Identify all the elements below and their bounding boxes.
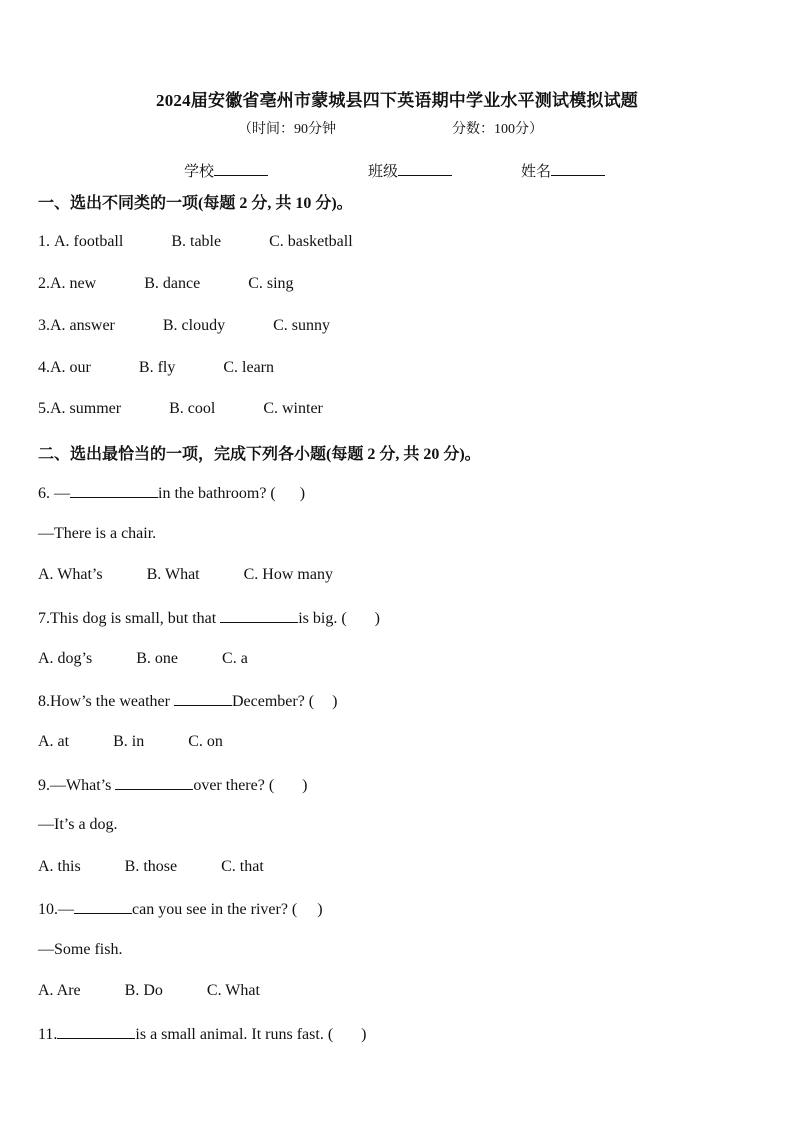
option-a: A. at [38, 733, 70, 750]
question-10-options [38, 982, 260, 1000]
option-c: C. a [222, 650, 248, 667]
question-text-pre: 10.— [38, 901, 74, 918]
question-4 [38, 359, 274, 377]
option-a: A. our [50, 359, 91, 376]
question-8 [38, 691, 337, 711]
option-a: A. Are [38, 982, 81, 999]
question-text-post: over there? ( [193, 777, 275, 794]
question-number: 5. [38, 400, 50, 417]
name-label: 姓名 [521, 164, 552, 180]
question-text-post: is big. ( [298, 610, 347, 627]
question-paren-close: ) [317, 901, 323, 918]
question-10 [38, 899, 323, 919]
option-c: C. winter [263, 400, 323, 417]
question-8-options [38, 733, 223, 751]
question-7 [38, 608, 380, 628]
option-b: B. fly [138, 359, 176, 376]
question-9 [38, 775, 308, 795]
section1-heading: 一、选出不同类的一项(每题 2 分, 共 10 分)。 [38, 195, 353, 212]
question-number: 2. [38, 275, 50, 292]
question-text-post: in the bathroom? ( [158, 485, 276, 502]
option-a: A. football [54, 233, 124, 250]
option-c: C. on [188, 733, 223, 750]
class-label: 班级 [368, 164, 399, 180]
question-paren-close: ) [361, 1026, 367, 1043]
question-1 [38, 233, 353, 251]
class-field [368, 160, 452, 181]
option-c: C. sunny [273, 317, 330, 334]
question-paren-close: ) [374, 610, 380, 627]
question-number: 4. [38, 359, 50, 376]
question-text-pre: 8.How’s the weather [38, 693, 170, 710]
exam-score: 分数：100分） [452, 122, 543, 137]
option-a: A. this [38, 858, 81, 875]
option-b: B. one [136, 650, 179, 667]
question-text-post: December? ( [231, 693, 315, 710]
option-b: B. dance [144, 275, 201, 292]
class-blank[interactable] [398, 161, 452, 176]
question-6-options [38, 566, 333, 584]
question-text-pre: 6. — [38, 485, 70, 502]
question-2 [38, 275, 294, 293]
question-6-reply: —There is a chair. [38, 525, 157, 542]
question-text-post: is a small animal. It runs fast. ( [135, 1026, 334, 1043]
answer-blank[interactable] [74, 899, 132, 914]
option-a: A. new [50, 275, 97, 292]
question-paren-close: ) [299, 485, 306, 502]
exam-time: （时间：90分钟 [238, 122, 336, 137]
question-text-post: can you see in the river? ( [132, 901, 298, 918]
option-b: B. cool [169, 400, 216, 417]
option-c: C. What [206, 982, 260, 999]
question-6 [38, 483, 305, 503]
option-c: C. sing [248, 275, 294, 292]
question-5 [38, 400, 323, 418]
exam-title: 2024届安徽省亳州市蒙城县四下英语期中学业水平测试模拟试题 [156, 91, 638, 110]
question-7-options [38, 650, 248, 668]
option-c: C. basketball [269, 233, 353, 250]
question-text-pre: 9.—What’s [38, 777, 112, 794]
option-b: B. table [171, 233, 222, 250]
answer-blank[interactable] [70, 483, 158, 498]
option-b: B. Do [124, 982, 163, 999]
answer-blank[interactable] [115, 775, 193, 790]
option-b: B. What [146, 566, 200, 583]
option-c: C. that [221, 858, 264, 875]
answer-blank[interactable] [57, 1024, 135, 1039]
answer-blank[interactable] [220, 608, 298, 623]
answer-blank[interactable] [174, 691, 232, 706]
option-c: C. learn [223, 359, 274, 376]
school-field [184, 160, 268, 181]
question-10-reply: —Some fish. [38, 941, 123, 958]
question-11 [38, 1024, 366, 1044]
option-c: C. How many [243, 566, 333, 583]
question-9-reply: —It’s a dog. [38, 816, 118, 833]
option-b: B. those [124, 858, 178, 875]
question-text-pre: 7.This dog is small, but that [38, 610, 217, 627]
option-b: B. in [113, 733, 145, 750]
school-blank[interactable] [214, 161, 268, 176]
question-paren-close: ) [302, 777, 308, 794]
question-number: 3. [38, 317, 50, 334]
name-field [521, 160, 605, 181]
question-text-pre: 11. [38, 1026, 58, 1043]
option-a: A. summer [50, 400, 122, 417]
question-number: 1. [38, 233, 54, 250]
school-label: 学校 [184, 164, 215, 180]
option-a: A. answer [50, 317, 115, 334]
question-3 [38, 317, 330, 335]
option-b: B. cloudy [162, 317, 226, 334]
question-paren-close: ) [332, 693, 338, 710]
name-blank[interactable] [551, 161, 605, 176]
question-9-options [38, 858, 264, 876]
option-a: A. What’s [38, 566, 103, 583]
option-a: A. dog’s [38, 650, 93, 667]
section2-heading: 二、选出最恰当的一项，完成下列各小题(每题 2 分, 共 20 分)。 [38, 446, 481, 463]
